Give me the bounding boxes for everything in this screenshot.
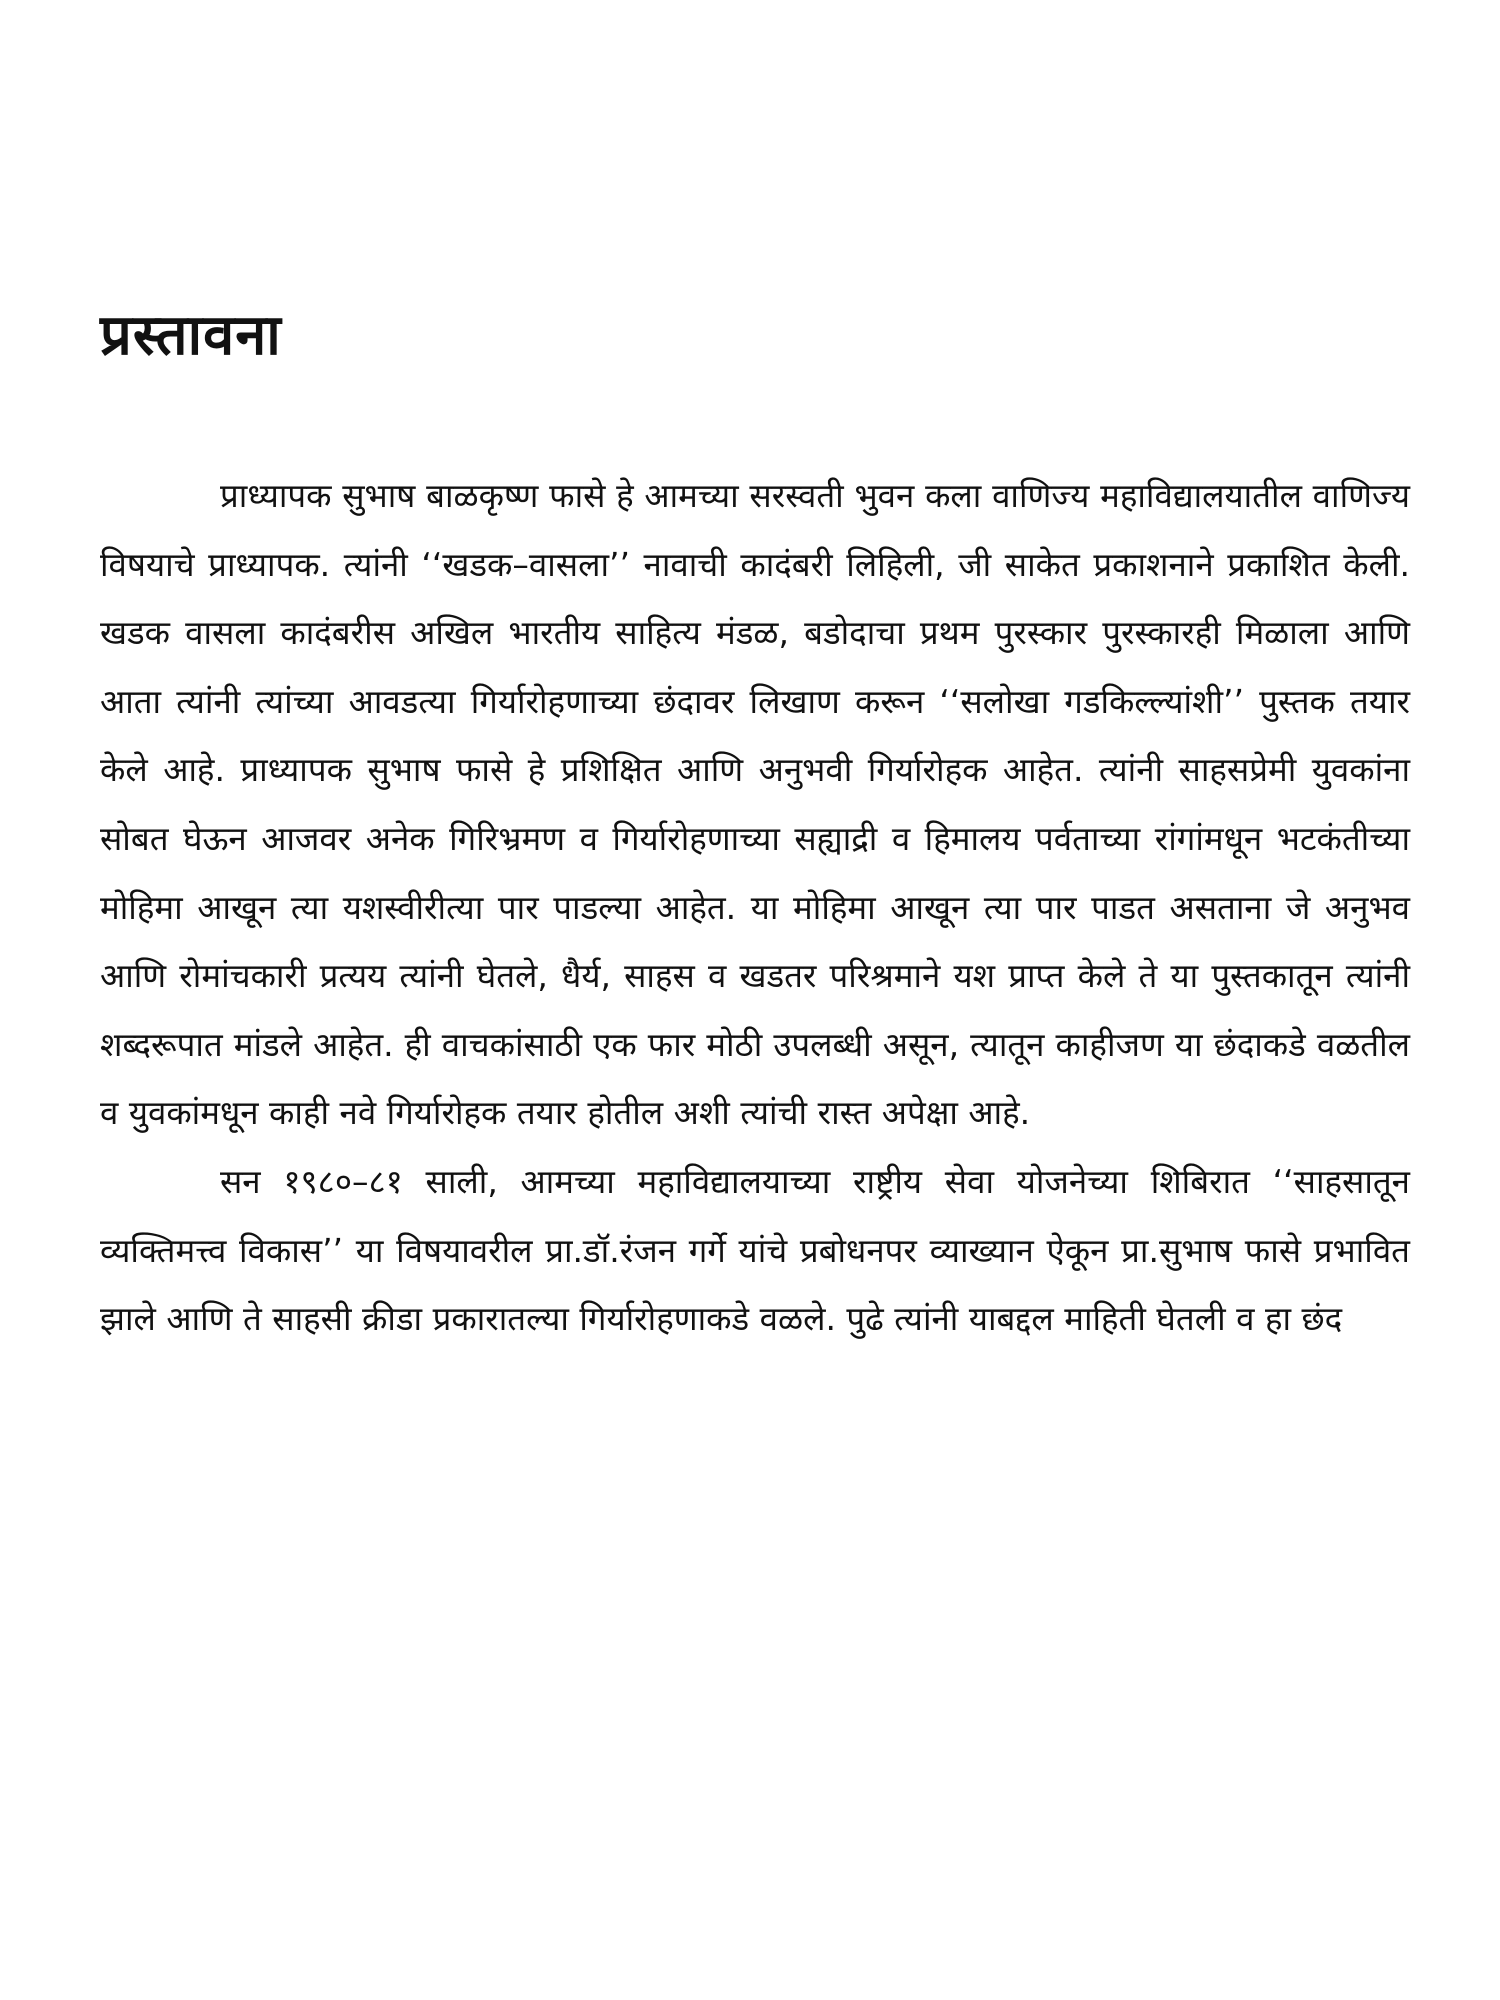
page-title: प्रस्तावना	[100, 303, 282, 368]
paragraph-2: सन १९८०–८१ साली, आमच्या महाविद्यालयाच्या राष्ट्रीय सेवा योजनेच्या शिबिरात ‘‘साहसातून व्यक्तिमत्त्व विकास’’ या विषयावरील प्रा.डॉ.रंजन गर्गे यांचे प्रबोधनपर व्याख्यान ऐकून प्रा.सुभाष फासे प्रभावित झाले आणि ते साहसी क्रीडा प्रकारातल्या गिर्यारोहणाकडे वळले. पुढे त्यांनी याबद्दल माहिती घेतली व हा छंद	[100, 1161, 1410, 1339]
body-text	[100, 462, 1410, 1354]
paragraph-1: प्राध्यापक सुभाष बाळकृष्ण फासे हे आमच्या सरस्वती भुवन कला वाणिज्य महाविद्यालयातील वाणिज्य विषयाचे प्राध्यापक. त्यांनी ‘‘खडक–वासला’’ नावाची कादंबरी लिहिली, जी साकेत प्रकाशनाने प्रकाशित केली. खडक वासला कादंबरीस अखिल भारतीय साहित्य मंडळ, बडोदाचा प्रथम पुरस्कार पुरस्कारही मिळाला आणि आता त्यांनी त्यांच्या आवडत्या गिर्यारोहणाच्या छंदावर लिखाण करून ‘‘सलोखा गडकिल्ल्यांशी’’ पुस्तक तयार केले आहे. प्राध्यापक सुभाष फासे हे प्रशिक्षित आणि अनुभवी गिर्यारोहक आहेत. त्यांनी साहसप्रेमी युवकांना सोबत घेऊन आजवर अनेक गिरिभ्रमण व गिर्यारोहणाच्या सह्याद्री व हिमालय पर्वताच्या रांगांमधून भटकंतीच्या मोहिमा आखून त्या यशस्वीरीत्या पार पाडल्या आहेत. या मोहिमा आखून त्या पार पाडत असताना जे अनुभव आणि रोमांचकारी प्रत्यय त्यांनी घेतले, धैर्य, साहस व खडतर परिश्रमाने यश प्राप्त केले ते या पुस्तकातून त्यांनी शब्दरूपात मांडले आहेत. ही वाचकांसाठी एक फार मोठी उपलब्धी असून, त्यातून काहीजण या छंदाकडे वळतील व युवकांमधून काही नवे गिर्यारोहक तयार होतील अशी त्यांची रास्त अपेक्षा आहे.	[100, 476, 1410, 1133]
